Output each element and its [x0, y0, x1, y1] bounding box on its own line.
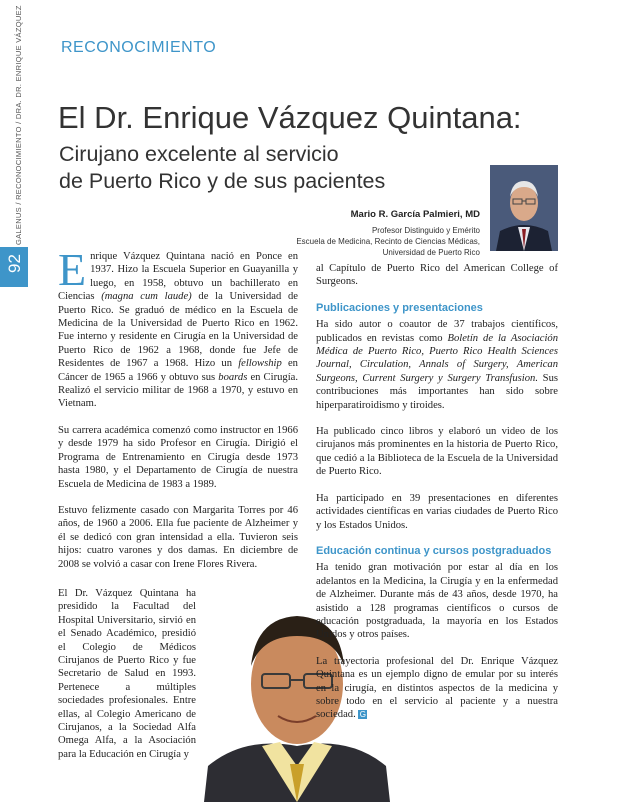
dropcap: E [58, 244, 87, 295]
author-block [296, 209, 480, 258]
left-column-bottom [58, 587, 196, 774]
r1-emphasis: Boletín de la Asociación Médica de Puerto Rico, Puerto Rico Health Sciences Journal, Circulation, Annals of Surgery, American Surgeons, Current Surgery y Surgery Transfusion. [316, 332, 558, 384]
right-column [316, 262, 558, 735]
article-title: El Dr. Enrique Vázquez Quintana: [58, 100, 522, 135]
paragraph-4: El Dr. Vázquez Quintana ha presidido la Facultad del Hospital Universitario, sirvió en el Senado Académico, presidió el Colegio de Médicos Cirujanos de Puerto Rico y fue Secretario de Salud en 1993. Pertenece a múltiples sociedades profesionales. Entre ellas, al Colegio Americano de Cirujanos, a la Sociedad Alfa Omega Alfa, a la Asociación para la Educación en Cirugía y [58, 588, 196, 760]
sidebar [0, 0, 28, 802]
page-number-box [0, 247, 28, 287]
aff-line-3: Universidad de Puerto Rico [382, 248, 480, 257]
p1-emphasis-2: fellowship [238, 358, 282, 370]
subtitle-line-2: de Puerto Rico y de sus pacientes [59, 169, 386, 193]
running-head: GALENUS / RECONOCIMIENTO / DRA. DR. ENRIQUE VÁZQUEZ [14, 5, 23, 245]
p1-emphasis-3: boards [218, 371, 248, 383]
paragraph-r1 [316, 318, 558, 412]
subtitle-line-1: Cirujano excelente al servicio [59, 142, 339, 166]
author-affiliation [296, 225, 480, 258]
paragraph-r4: Ha tenido gran motivación por estar al día en los adelantos en la Medicina, la Cirugía y en la enfermedad de Alzheimer. Durante más de 43 años, desde 1970, ha asistido a 128 programas científicos o cursos de educación postgraduada, la mayoría en los Estados Unidos y otros países. [316, 562, 558, 641]
p1-text-c: en Cáncer de 1965 a 1966 y obtuvo sus [58, 358, 298, 383]
aff-line-2: Escuela de Medicina, Recinto de Ciencias Médicas, [296, 237, 480, 246]
section-label: RECONOCIMIENTO [61, 39, 217, 56]
left-column [58, 244, 298, 584]
paragraph-2: Su carrera académica comenzó como instructor en 1966 y desde 1979 ha sido Profesor en Cirugía. Dirigió el Programa de Entrenamiento en Cirugía desde 1973 hasta 1980, y el Departamento de Cirugía de nuestra Escuela de Medicina de 1983 a 1989. [58, 424, 298, 490]
paragraph-r3: Ha participado en 39 presentaciones en diferentes actividades científicas en varias ciudades de Puerto Rico y los Estados Unidos. [316, 492, 558, 531]
aff-line-1: Profesor Distinguido y Emérito [371, 226, 480, 235]
end-mark-icon: G [359, 710, 366, 720]
p1-text-d: en Cirugía. Realizó el servicio militar de 1968 a 1970, y estuvo en Vietnam. [58, 371, 298, 410]
r1-text-a: Ha sido autor o coautor de 37 trabajos científicos, publicados en revistas como [316, 319, 558, 344]
article-subtitle [59, 141, 479, 195]
heading-publicaciones: Publicaciones y presentaciones [316, 301, 483, 314]
paragraph-3: Estuvo felizmente casado con Margarita Torres por 46 años, de 1960 a 2006. Ella fue paciente de Alzheimer y él se dedicó con gran intensidad a ella. Tuvieron seis hijos: cuatro varones y dos damas. En diciembre de 2008 se volvió a casar con Irene Flores Rivera. [58, 504, 298, 570]
paragraph-1 [58, 244, 298, 411]
p1-emphasis: (magna cum laude) [101, 291, 192, 303]
r1-text-b: Sus contribuciones más importantes han sido sobre hiperparatiroidismo y tiroides. [316, 372, 558, 411]
paragraph-r2: Ha publicado cinco libros y elaboró un video de los cirujanos más prominentes en la historia de Puerto Rico, que cedió a la Biblioteca de la Escuela de la Universidad de Puerto Rico. [316, 426, 558, 478]
paragraph-r5 [316, 655, 558, 722]
author-portrait [490, 165, 558, 251]
paragraph-r0: al Capítulo de Puerto Rico del American College of Surgeons. [316, 263, 558, 288]
r5-text: La trayectoria profesional del Dr. Enrique Vázquez Quintana es un ejemplo digno de emular por su interés en la cirugía, en distintos aspectos de la medicina y sobre todo en el servicio al paciente y a nuestra sociedad. [316, 655, 558, 721]
p1-text-b: de la Universidad de Puerto Rico. Se graduó de médico en la Escuela de Medicina de la Universidad de Puerto Rico en 1962. Fue interno y residente en Cirugía en la Universidad de Puerto Rico de 1962 a 1968, donde fue Jefe de Residentes de 1967 a 1968. Hizo un [58, 291, 298, 370]
page-number: 92 [5, 254, 24, 273]
p1-text-a: nrique Vázquez Quintana nació en Ponce en 1937. Hizo la Escuela Superior en Guayanilla y luego, en 1958, obtuvo un bachillerato en Ciencias [58, 251, 298, 303]
heading-educacion: Educación continua y cursos postgraduados [316, 544, 552, 557]
author-name: Mario R. García Palmieri, MD [350, 209, 480, 220]
